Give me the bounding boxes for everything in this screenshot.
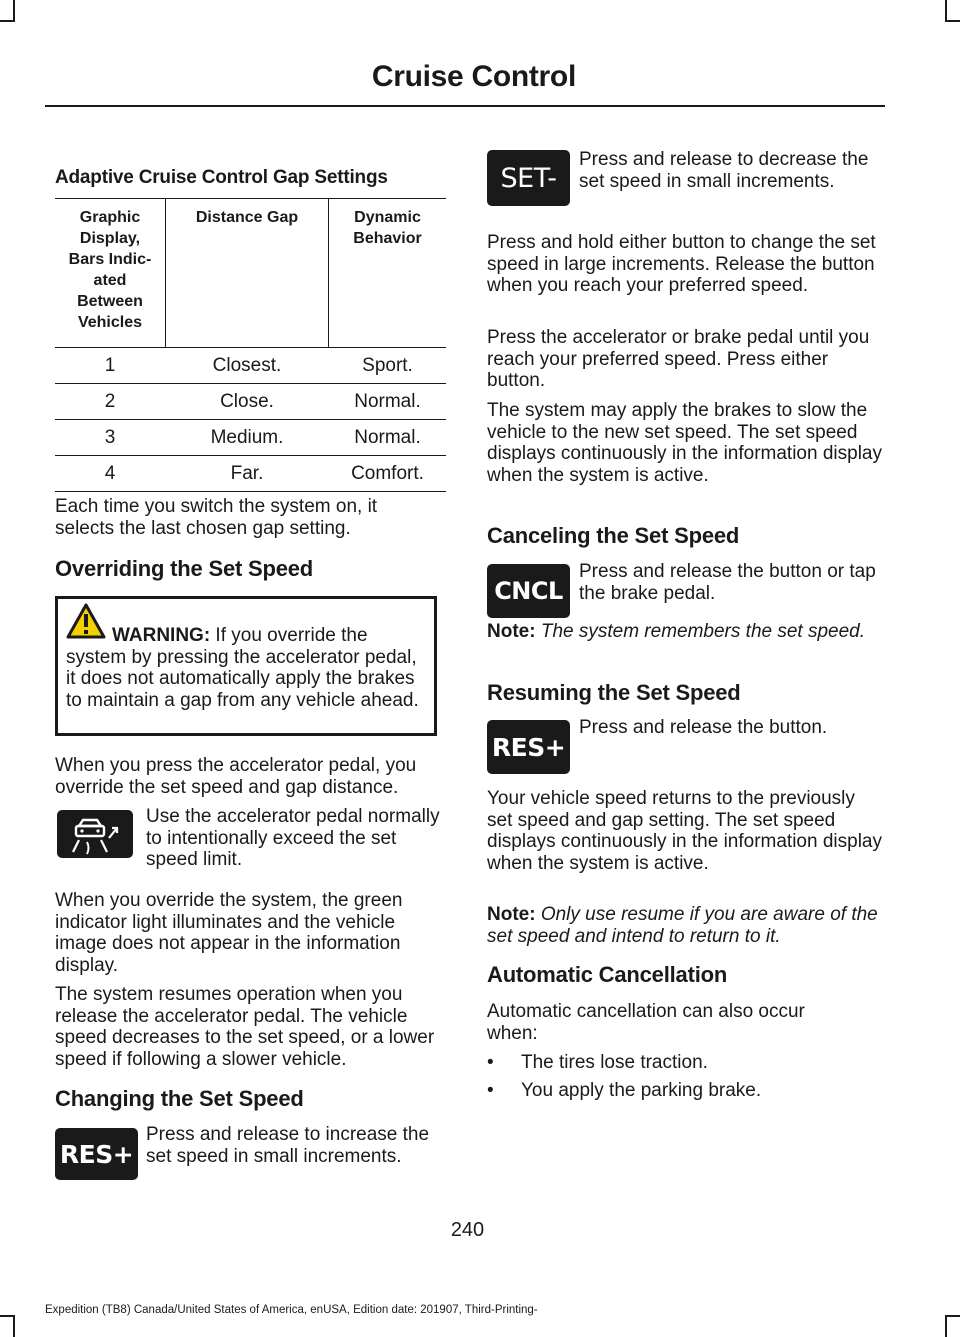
warning-label: WARNING: [112, 625, 211, 646]
crop-mark [945, 1315, 947, 1337]
table-cell: 2 [55, 384, 166, 420]
list-item-text: You apply the parking brake. [521, 1080, 762, 1101]
table-row [55, 384, 446, 420]
override-heading: Overriding the Set Speed [55, 556, 314, 581]
table-cell: 4 [55, 456, 166, 492]
list-item [487, 1052, 877, 1076]
crop-mark [0, 20, 14, 22]
override-paragraph-2: When you override the system, the green indicator light illuminates and the vehicle image does not appear in the information display. [55, 890, 403, 976]
table-cell: 3 [55, 420, 166, 456]
page-number: 240 [450, 1219, 485, 1241]
res-text: Press and release the button. [579, 717, 828, 738]
note-label: Note: [487, 904, 536, 925]
crop-mark [13, 1315, 15, 1337]
crop-mark [13, 0, 15, 22]
cncl-text: Press and release the button or tap the brake pedal. [579, 561, 876, 604]
page-title: Cruise Control [371, 60, 576, 93]
set-minus-text: Press and release to decrease the set speed in small increments. [579, 149, 869, 192]
table-cell: Close. [166, 384, 329, 420]
warning-box [55, 596, 437, 736]
table-cell: Sport. [329, 348, 447, 384]
table-cell: Medium. [166, 420, 329, 456]
resume-paragraph: Your vehicle speed returns to the previously set speed and gap setting. The set speed displays continuously in the information display when the system is active. [487, 788, 882, 874]
accelerator-icon-text: Use the accelerator pedal normally to intentionally exceed the set speed limit. [146, 806, 440, 870]
note-text: The system remembers the set speed. [535, 621, 866, 642]
brakes-paragraph: The system may apply the brakes to slow the vehicle to the new set speed. The set speed displays continuously in the information display when the system is active. [487, 400, 882, 486]
res-icon: RES+ [487, 720, 570, 774]
list-item [487, 1080, 877, 1104]
res-plus-text: Press and release to increase the set speed in small increments. [146, 1124, 430, 1167]
pedal-paragraph: Press the accelerator or brake pedal until you reach your preferred speed. Press either button. [487, 327, 870, 391]
table-title: Adaptive Cruise Control Gap Settings [55, 167, 388, 188]
list-item-text: The tires lose traction. [521, 1052, 708, 1073]
hold-paragraph: Press and hold either button to change the set speed in large increments. Release the button when you reach your preferred speed. [487, 232, 876, 296]
footer-edition: Expedition (TB8) Canada/United States of America, enUSA, Edition date: 201907, Third-Printing- [45, 1304, 538, 1316]
crop-mark [946, 1315, 960, 1317]
cancel-heading: Canceling the Set Speed [487, 523, 740, 548]
table-row [55, 420, 446, 456]
column-header-behavior: Dynamic Behavior [329, 199, 447, 348]
table-cell: Far. [166, 456, 329, 492]
table-cell: Normal. [329, 384, 447, 420]
set-minus-icon: SET- [487, 150, 570, 206]
bullet-icon: • [487, 1080, 494, 1101]
note-label: Note: [487, 621, 536, 642]
warning-text [66, 625, 426, 711]
res-plus-icon: RES+ [55, 1128, 138, 1180]
cncl-icon: CNCL [487, 564, 570, 618]
table-row [55, 456, 446, 492]
crop-mark [946, 20, 960, 22]
auto-cancel-heading: Automatic Cancellation [487, 962, 728, 987]
crop-mark [945, 0, 947, 22]
note-resume [487, 904, 882, 947]
crop-mark [0, 1315, 14, 1317]
table-cell: Comfort. [329, 456, 447, 492]
note-remembers [487, 621, 867, 643]
table-row [55, 348, 446, 384]
changing-heading: Changing the Set Speed [55, 1086, 304, 1111]
gap-settings-table [55, 198, 446, 492]
table-header-row [55, 199, 446, 348]
table-cell: Closest. [166, 348, 329, 384]
accelerator-override-icon [57, 810, 133, 858]
header-divider [45, 105, 885, 107]
vehicle-override-icon [57, 810, 133, 858]
column-header-graphic: Graphic Display, Bars Indic- ated Between Vehicles [55, 199, 166, 348]
warning-body: If you override the system by pressing the accelerator pedal, it does not automatically apply the brakes to maintain a gap from any vehicle ahead. [66, 625, 419, 711]
table-cell: 1 [55, 348, 166, 384]
override-paragraph-1: When you press the accelerator pedal, you override the set speed and gap distance. [55, 755, 417, 798]
table-cell: Normal. [329, 420, 447, 456]
override-paragraph-3: The system resumes operation when you release the accelerator pedal. The vehicle speed decreases to the set speed, or a lower speed if following a slower vehicle. [55, 984, 435, 1070]
bullet-icon: • [487, 1052, 494, 1073]
column-header-distance: Distance Gap [166, 199, 329, 348]
resume-heading: Resuming the Set Speed [487, 680, 741, 705]
auto-cancel-paragraph: Automatic cancellation can also occur when: [487, 1001, 805, 1044]
note-text: Only use resume if you are aware of the set speed and intend to return to it. [487, 904, 878, 947]
gap-note: Each time you switch the system on, it selects the last chosen gap setting. [55, 496, 378, 539]
